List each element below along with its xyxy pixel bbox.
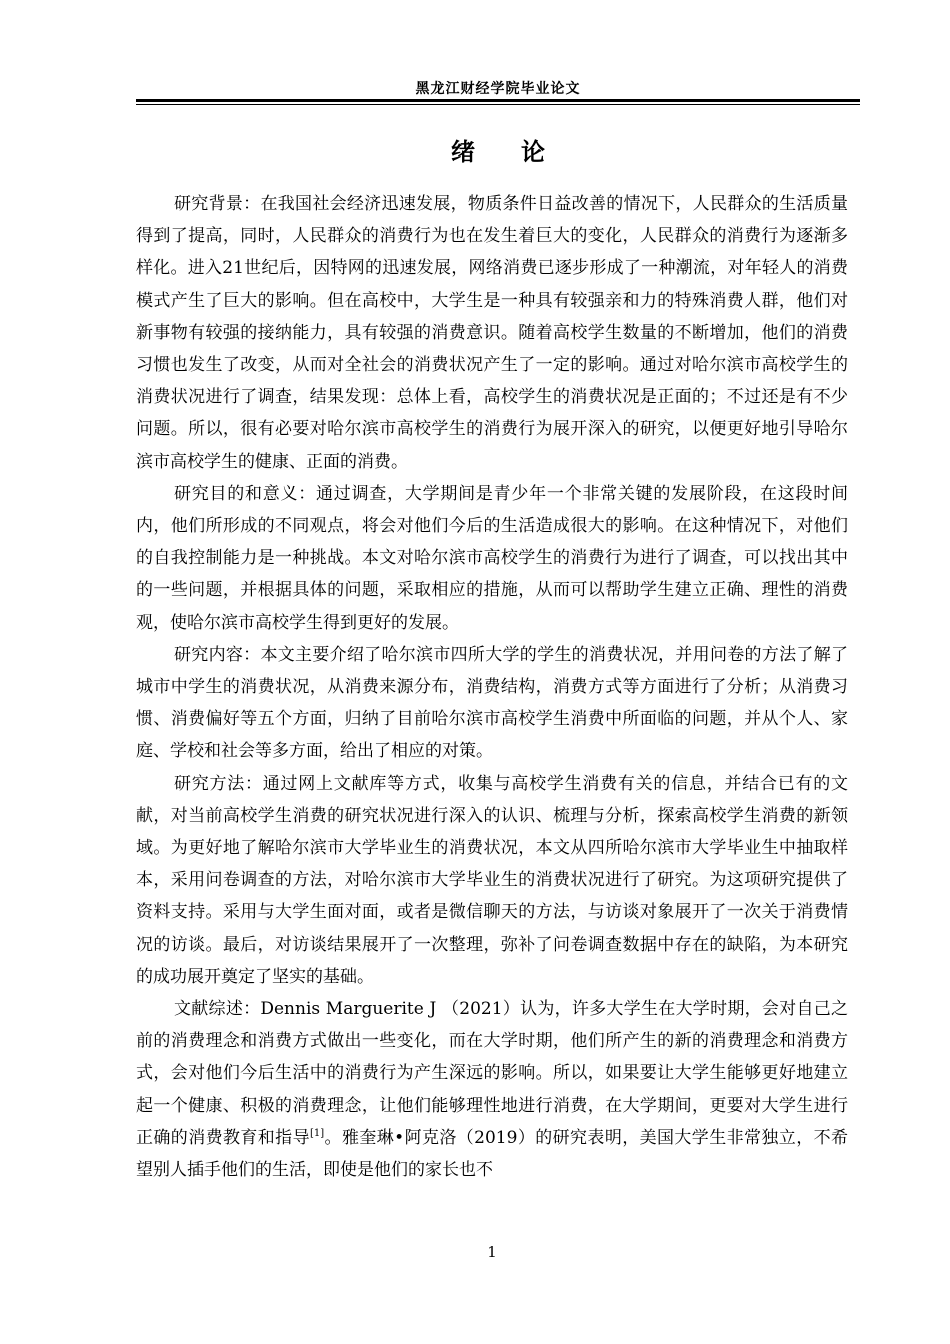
paragraph-research-content: 研究内容：本文主要介绍了哈尔滨市四所大学的学生的消费状况，并用问卷的方法了解了城市中学生的消费状况，从消费来源分布，消费结构，消费方式等方面进行了分析；从消费习惯、消费偏好等五个方面，归纳了目前哈尔滨市高校学生消费中所面临的问题，并从个人、家庭、学校和社会等多方面，给出了相应的对策。 [136, 644, 848, 762]
paragraph-literature-review [136, 993, 848, 1186]
section-title: 绪论 [451, 137, 591, 166]
citation-marker: [1] [309, 1127, 325, 1139]
header-rule-thin [136, 104, 860, 105]
body-text [136, 188, 848, 1186]
header-rule-thick [136, 99, 860, 102]
lit-review-text-2: 。雅奎琳•阿克洛（2019）的研究表明，美国大学生非常独立，不希望别人插手他们的生活，即使是他们的家长也不 [136, 1127, 848, 1181]
page-number: 1 [487, 1243, 497, 1261]
paragraph-research-background: 研究背景：在我国社会经济迅速发展，物质条件日益改善的情况下，人民群众的生活质量得到了提高，同时，人民群众的消费行为也在发生着巨大的变化，人民群众的消费行为逐渐多样化。进入21世纪后，因特网的迅速发展，网络消费已逐步形成了一种潮流，对年轻人的消费模式产生了巨大的影响。但在高校中，大学生是一种具有较强亲和力的特殊消费人群，他们对新事物有较强的接纳能力，具有较强的消费意识。随着高校学生数量的不断增加，他们的消费习惯也发生了改变，从而对全社会的消费状况产生了一定的影响。通过对哈尔滨市高校学生的消费状况进行了调查，结果发现：总体上看，高校学生的消费状况是正面的；不过还是有不少问题。所以，很有必要对哈尔滨市高校学生的消费行为展开深入的研究，以便更好地引导哈尔滨市高校学生的健康、正面的消费。 [136, 194, 848, 472]
paragraph-research-method: 研究方法：通过网上文献库等方式，收集与高校学生消费有关的信息，并结合已有的文献，对当前高校学生消费的研究状况进行深入的认识、梳理与分析，探索高校学生消费的新领域。为更好地了解哈尔滨市大学毕业生的消费状况，本文从四所哈尔滨市大学毕业生中抽取样本，采用问卷调查的方法，对哈尔滨市大学毕业生的消费状况进行了研究。为这项研究提供了资料支持。采用与大学生面对面，或者是微信聊天的方法，与访谈对象展开了一次关于消费情况的访谈。最后，对访谈结果展开了一次整理，弥补了问卷调查数据中存在的缺陷，为本研究的成功展开奠定了坚实的基础。 [136, 773, 848, 987]
running-header: 黑龙江财经学院毕业论文 [415, 81, 581, 97]
lit-review-text-1: 文献综述：Dennis Marguerite J （2021）认为，许多大学生在大学时期，会对自己之前的消费理念和消费方式做出一些变化，而在大学时期，他们所产生的新的消费理念和消费方式，会对他们今后生活中的消费行为产生深远的影响。所以，如果要让大学生能够更好地建立起一个健康、积极的消费理念，让他们能够理性地进行消费，在大学期间，更要对大学生进行正确的消费教育和指导 [136, 999, 848, 1148]
paragraph-research-purpose: 研究目的和意义：通过调查，大学期间是青少年一个非常关键的发展阶段，在这段时间内，他们所形成的不同观点，将会对他们今后的生活造成很大的影响。在这种情况下，对他们的自我控制能力是一种挑战。本文对哈尔滨市高校学生的消费行为进行了调查，可以找出其中的一些问题，并根据具体的问题，采取相应的措施，从而可以帮助学生建立正确、理性的消费观，使哈尔滨市高校学生得到更好的发展。 [136, 483, 848, 633]
